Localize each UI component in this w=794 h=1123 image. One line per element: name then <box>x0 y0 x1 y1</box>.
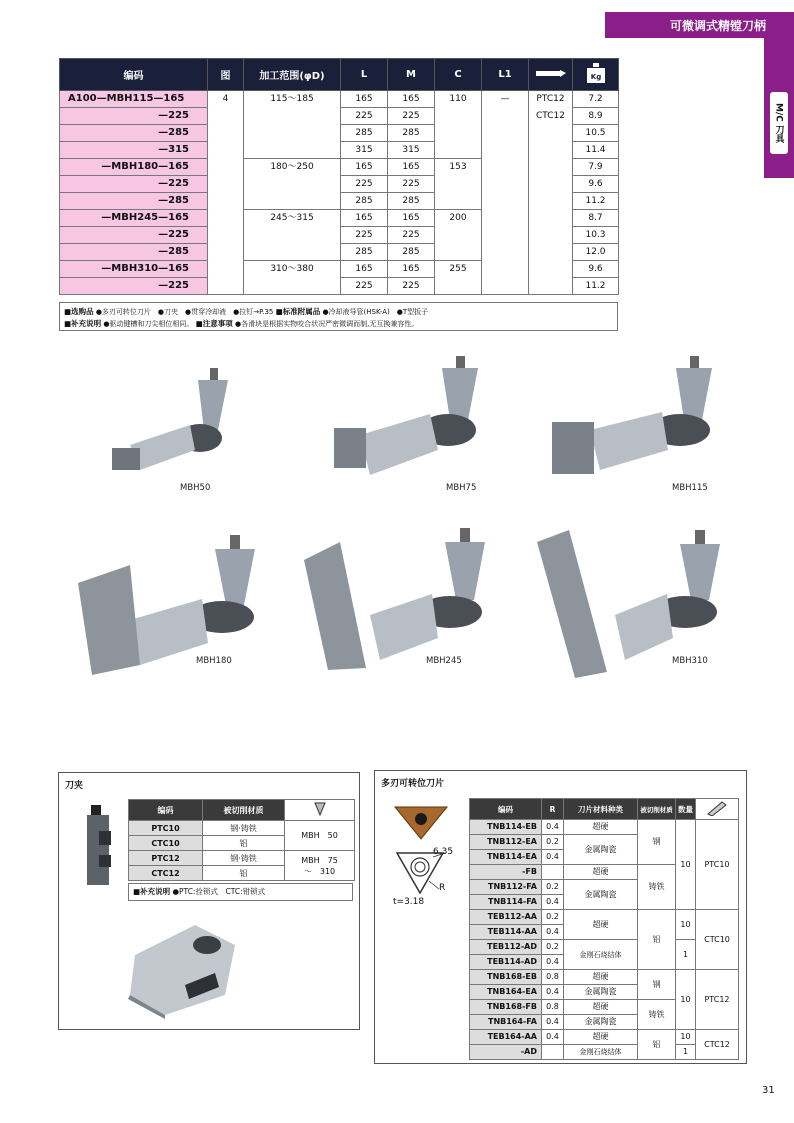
product-caption: MBH310 <box>672 656 708 666</box>
kg-cell: 11.4 <box>573 142 619 159</box>
product-image-mbh50 <box>100 360 260 480</box>
page-number: 31 <box>762 1085 775 1096</box>
ins-material: 金刚石烧结体 <box>564 1045 638 1060</box>
ins-col-r: R <box>542 799 564 820</box>
ins-code: TEB164-AA <box>470 1030 542 1045</box>
ins-r: 0.8 <box>542 970 564 985</box>
ins-r: 0.4 <box>542 985 564 1000</box>
weight-icon <box>585 62 607 84</box>
ins-holder: PTC12 <box>696 970 739 1030</box>
ins-workpiece: 铸铁 <box>638 865 676 910</box>
ins-workpiece: 铝 <box>638 1030 676 1060</box>
col-m: M <box>388 59 435 91</box>
holder-material: 铝 <box>203 866 285 881</box>
range-cell: 180～250 <box>244 159 341 210</box>
m-cell: 225 <box>388 227 435 244</box>
ins-holder: CTC10 <box>696 910 739 970</box>
insert-code: CTC12 <box>536 111 565 121</box>
l-cell: 285 <box>341 244 388 261</box>
ins-code: TNB168-FB <box>470 1000 542 1015</box>
col-c: C <box>435 59 482 91</box>
holder-note-text: ●PTC:拴锁式 CTC:钳锁式 <box>172 887 266 896</box>
row-code: —315 <box>60 142 208 159</box>
row-code: A100—MBH115—165 <box>60 91 208 108</box>
ins-r: 0.4 <box>542 1015 564 1030</box>
table-row <box>60 91 619 108</box>
col-l1: L1 <box>482 59 529 91</box>
inserts-table <box>469 798 739 1060</box>
ins-qty: 10 <box>676 1030 696 1045</box>
ins-r: 0.2 <box>542 940 564 955</box>
l-cell: 285 <box>341 125 388 142</box>
l-cell: 165 <box>341 91 388 108</box>
fig-number: 4 <box>208 91 244 295</box>
c-cell: 153 <box>435 159 482 210</box>
l-cell: 315 <box>341 142 388 159</box>
ins-r <box>542 1045 564 1060</box>
holder-apply-line: MBH 75 <box>301 855 338 865</box>
ins-qty: 1 <box>676 940 696 970</box>
product-caption: MBH50 <box>180 483 211 493</box>
weight-icon-label: Kg <box>590 73 601 81</box>
ins-r: 0.4 <box>542 1030 564 1045</box>
ins-material: 超硬 <box>564 1030 638 1045</box>
kg-cell: 9.6 <box>573 261 619 278</box>
ins-qty: 1 <box>676 1045 696 1060</box>
ins-material: 金属陶瓷 <box>564 835 638 865</box>
m-cell: 165 <box>388 159 435 176</box>
holder-note-label: ■补充说明 <box>133 887 171 896</box>
product-caption: MBH75 <box>446 483 477 493</box>
holder-note <box>128 883 353 901</box>
holder-box <box>58 772 360 1030</box>
product-caption: MBH245 <box>426 656 462 666</box>
holder-apply: MBH 50 <box>285 821 355 851</box>
insert-cell <box>529 91 573 295</box>
spec-table <box>59 58 619 295</box>
kg-cell: 7.9 <box>573 159 619 176</box>
m-cell: 165 <box>388 210 435 227</box>
insert-code: PTC12 <box>536 94 565 104</box>
ins-code: TNB112-EA <box>470 835 542 850</box>
row-code: —285 <box>60 244 208 261</box>
holder-material: 钢·铸铁 <box>203 851 285 866</box>
kg-cell: 11.2 <box>573 278 619 295</box>
c-cell: 255 <box>435 261 482 295</box>
ins-r: 0.4 <box>542 850 564 865</box>
holder-image <box>77 801 117 891</box>
product-image-mbh180 <box>70 525 270 675</box>
m-cell: 315 <box>388 142 435 159</box>
holder-code: PTC12 <box>129 851 203 866</box>
c-cell: 110 <box>435 91 482 159</box>
ins-code: -FB <box>470 865 542 880</box>
notes-text: ●多刃可转位刀片 ●刀夹 ●贯穿冷却液 ●拉钉→P.35 <box>95 308 274 316</box>
kg-cell: 8.9 <box>573 108 619 125</box>
row-code: —225 <box>60 176 208 193</box>
ins-material: 超硬 <box>564 865 638 880</box>
col-l: L <box>341 59 388 91</box>
ins-code: TEB114-AA <box>470 925 542 940</box>
insert-dim-r: R <box>439 883 446 893</box>
ins-code: TNB168-EB <box>470 970 542 985</box>
ins-material: 金刚石烧结体 <box>564 940 638 970</box>
col-code: 编码 <box>60 59 208 91</box>
ins-material: 超硬 <box>564 820 638 835</box>
kg-cell: 10.5 <box>573 125 619 142</box>
ins-code: TNB164-FA <box>470 1015 542 1030</box>
notes-label: ■选购品 <box>64 307 94 316</box>
range-cell: 245～315 <box>244 210 341 261</box>
product-image-mbh245 <box>300 520 500 670</box>
col-weight <box>573 59 619 91</box>
ins-holder: PTC10 <box>696 820 739 910</box>
ins-material: 超硬 <box>564 1000 638 1015</box>
kg-cell: 10.3 <box>573 227 619 244</box>
ins-code: TNB114-FA <box>470 895 542 910</box>
range-cell: 115～185 <box>244 91 341 159</box>
holder-apply <box>285 851 355 881</box>
ins-material: 金属陶瓷 <box>564 880 638 910</box>
notes-label: ■标准附属品 <box>275 307 321 316</box>
c-cell: 200 <box>435 210 482 261</box>
m-cell: 165 <box>388 91 435 108</box>
holder-apply-line: ～ 310 <box>303 866 336 876</box>
ins-r: 0.4 <box>542 925 564 940</box>
holder-title: 刀夹 <box>65 781 84 791</box>
l1-cell: — <box>482 91 529 295</box>
notes-label: ■注意事项 <box>195 319 233 328</box>
notes-box <box>59 302 618 331</box>
holder-col-icon <box>285 800 355 821</box>
row-code: —225 <box>60 278 208 295</box>
col-range: 加工范围(φD) <box>244 59 341 91</box>
l-cell: 165 <box>341 261 388 278</box>
l-cell: 225 <box>341 227 388 244</box>
row-code: —225 <box>60 108 208 125</box>
m-cell: 225 <box>388 278 435 295</box>
insert-dim-size: 6.35 <box>433 847 454 857</box>
ins-r: 0.4 <box>542 820 564 835</box>
ins-workpiece: 钢 <box>638 970 676 1000</box>
col-fig: 图 <box>208 59 244 91</box>
kg-cell: 11.2 <box>573 193 619 210</box>
ins-r: 0.4 <box>542 955 564 970</box>
inserts-box <box>374 770 747 1064</box>
ins-material: 超硬 <box>564 970 638 985</box>
ins-material: 金属陶瓷 <box>564 985 638 1000</box>
product-image-mbh75 <box>320 350 500 480</box>
ins-holder: CTC12 <box>696 1030 739 1060</box>
holder-photo <box>125 915 245 1020</box>
holder-col-material: 被切削材质 <box>203 800 285 821</box>
l-cell: 225 <box>341 108 388 125</box>
table-row <box>470 1030 739 1045</box>
row-code: —MBH245—165 <box>60 210 208 227</box>
ins-r: 0.8 <box>542 1000 564 1015</box>
ins-col-code: 编码 <box>470 799 542 820</box>
ins-col-workpiece: 被切削材质 <box>638 799 676 820</box>
ins-qty: 10 <box>676 970 696 1030</box>
range-cell: 310～380 <box>244 261 341 295</box>
row-code: —285 <box>60 193 208 210</box>
side-label-box <box>770 92 788 154</box>
l-cell: 285 <box>341 193 388 210</box>
ins-r <box>542 865 564 880</box>
product-caption: MBH180 <box>196 656 232 666</box>
ins-code: TNB112-FA <box>470 880 542 895</box>
row-code: —285 <box>60 125 208 142</box>
notes-text: ●驱动键槽和刀尖相位相同。 <box>103 320 194 328</box>
ins-code: TEB114-AD <box>470 955 542 970</box>
ins-workpiece: 铸铁 <box>638 1000 676 1030</box>
ins-col-icon <box>696 799 739 820</box>
m-cell: 225 <box>388 176 435 193</box>
notes-text: ●冷却液导管(HSK-A) ●T型扳子 <box>322 308 429 316</box>
m-cell: 165 <box>388 261 435 278</box>
holder-icon <box>704 800 730 816</box>
ins-col-material: 刀片材料种类 <box>564 799 638 820</box>
insert-photo <box>391 801 451 843</box>
row-code: —MBH310—165 <box>60 261 208 278</box>
notes-label: ■补充说明 <box>64 319 102 328</box>
ins-qty: 10 <box>676 910 696 940</box>
ins-col-qty: 数量 <box>676 799 696 820</box>
holder-code: PTC10 <box>129 821 203 836</box>
col-insert <box>529 59 573 91</box>
kg-cell: 8.7 <box>573 210 619 227</box>
side-label: M/C 刀具 <box>773 103 784 143</box>
l-cell: 225 <box>341 278 388 295</box>
row-code: —MBH180—165 <box>60 159 208 176</box>
ins-r: 0.2 <box>542 835 564 850</box>
kg-cell: 12.0 <box>573 244 619 261</box>
insert-dim-t: t=3.18 <box>393 897 425 907</box>
holder-col-code: 编码 <box>129 800 203 821</box>
holder-code: CTC12 <box>129 866 203 881</box>
ins-code: TNB164-EA <box>470 985 542 1000</box>
inserts-title: 多刃可转位刀片 <box>381 779 445 789</box>
notes-text: ●各滑块是根据实物咬合状况严密微调而制,无互换兼容性。 <box>235 320 419 328</box>
table-row <box>470 820 739 835</box>
chapter-title: 可微调式精镗刀柄 <box>669 18 766 33</box>
kg-cell: 7.2 <box>573 91 619 108</box>
table-row <box>129 821 355 836</box>
holder-material: 钢·铸铁 <box>203 821 285 836</box>
insert-icon <box>312 801 328 817</box>
ins-r: 0.2 <box>542 910 564 925</box>
l-cell: 225 <box>341 176 388 193</box>
ins-code: -AD <box>470 1045 542 1060</box>
ins-code: TEB112-AD <box>470 940 542 955</box>
m-cell: 225 <box>388 108 435 125</box>
ins-workpiece: 钢 <box>638 820 676 865</box>
row-code: —225 <box>60 227 208 244</box>
holder-table <box>128 799 355 881</box>
product-caption: MBH115 <box>672 483 708 493</box>
m-cell: 285 <box>388 193 435 210</box>
ins-r: 0.2 <box>542 880 564 895</box>
insert-holder-icon <box>534 67 568 79</box>
product-image-mbh115 <box>540 350 730 480</box>
ins-code: TNB114-EA <box>470 850 542 865</box>
table-row <box>470 910 739 925</box>
ins-code: TNB114-EB <box>470 820 542 835</box>
ins-workpiece: 铝 <box>638 910 676 970</box>
ins-qty: 10 <box>676 820 696 910</box>
holder-code: CTC10 <box>129 836 203 851</box>
l-cell: 165 <box>341 210 388 227</box>
ins-material: 金属陶瓷 <box>564 1015 638 1030</box>
ins-r: 0.4 <box>542 895 564 910</box>
holder-material: 铝 <box>203 836 285 851</box>
m-cell: 285 <box>388 125 435 142</box>
kg-cell: 9.6 <box>573 176 619 193</box>
m-cell: 285 <box>388 244 435 261</box>
ins-material: 超硬 <box>564 910 638 940</box>
table-row <box>470 970 739 985</box>
ins-code: TEB112-AA <box>470 910 542 925</box>
l-cell: 165 <box>341 159 388 176</box>
table-row <box>129 851 355 866</box>
chapter-title-bar <box>605 12 794 38</box>
